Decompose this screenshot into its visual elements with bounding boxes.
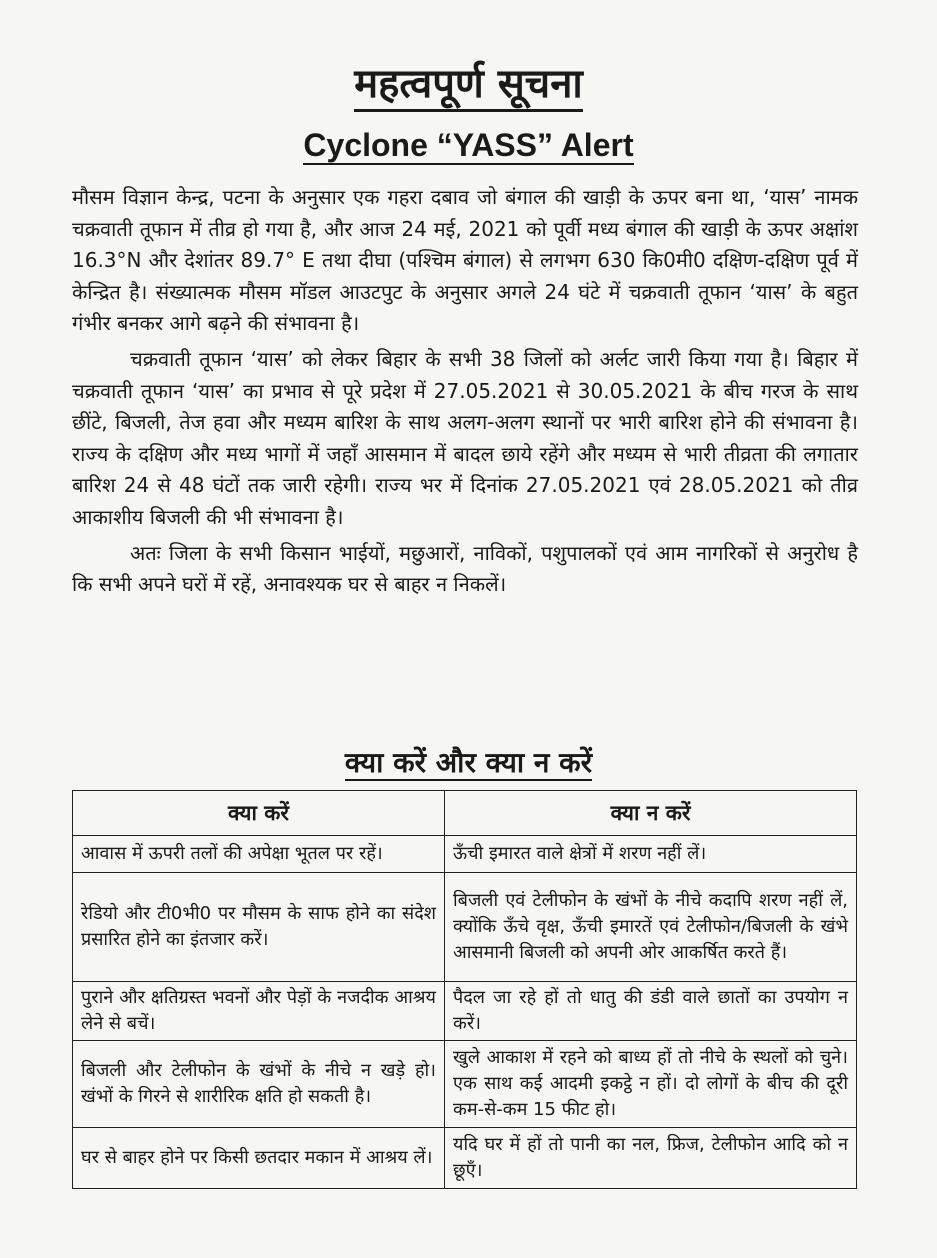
do-cell: पुराने और क्षतिग्रस्त भवनों और पेड़ों के नजदीक आश्रय लेने से बचें। — [73, 982, 445, 1041]
dont-cell: यदि घर में हों तो पानी का नल, फ्रिज, टेलीफोन आदि को न छूएँ। — [445, 1128, 857, 1189]
notice-body — [72, 182, 858, 601]
table-row — [73, 1041, 857, 1128]
table-row — [73, 836, 857, 873]
header-dos: क्या करें — [73, 791, 445, 836]
do-cell: रेडियो और टी0भी0 पर मौसम के साफ होने का संदेश प्रसारित होने का इंतजार करें। — [73, 873, 445, 982]
table-row — [73, 873, 857, 982]
dos-donts-table — [72, 790, 857, 1189]
cyclone-alert-subtitle: Cyclone “YASS” Alert — [303, 127, 634, 163]
dos-donts-heading: क्या करें और क्या न करें — [344, 746, 593, 779]
table-row — [73, 982, 857, 1041]
dont-cell: ऊँची इमारत वाले क्षेत्रों में शरण नहीं लें। — [445, 836, 857, 873]
dont-cell: बिजली एवं टेलीफोन के खंभों के नीचे कदापि शरण नहीं लें, क्योंकि ऊँचे वृक्ष, ऊँची इमारतें एवं टेलीफोन/बिजली के खंभे आसमानी बिजली को अपनी ओर आकर्षित करते हैं। — [445, 873, 857, 982]
paragraph-bihar-alert: चक्रवाती तूफान ‘यास’ को लेकर बिहार के सभी 38 जिलों को अर्लट जारी किया गया है। बिहार में चक्रवाती तूफान ‘यास’ का प्रभाव से पूरे प्रदेश में 27.05.2021 से 30.05.2021 के बीच गरज के साथ छींटे, बिजली, तेज हवा और मध्यम बारिश के साथ अलग-अलग स्थानों पर भारी बारिश होने की संभावना है। राज्य के दक्षिण और मध्य भागों में जहाँ आसमान में बादल छाये रहेंगे और मध्यम से भारी तीव्रता की लगातार बारिश 24 से 48 घंटों तक जारी रहेगी। राज्य भर में दिनांक 27.05.2021 एवं 28.05.2021 को तीव्र आकाशीय बिजली की भी संभावना है। — [72, 346, 858, 529]
paragraph-forecast: मौसम विज्ञान केन्द्र, पटना के अनुसार एक गहरा दबाव जो बंगाल की खाड़ी के ऊपर बना था, ‘यास’ नामक चक्रवाती तूफान में तीव्र हो गया है, और आज 24 मई, 2021 को पूर्वी मध्य बंगाल की खाड़ी के ऊपर अक्षांश 16.3°N और देशांतर 89.7° E तथा दीघा (पश्चिम बंगाल) से लगभग 630 कि0मी0 दक्षिण-दक्षिण पूर्व में केन्द्रित है। संख्यात्मक मौसम मॉडल आउटपुट के अनुसार अगले 24 घंटे में चक्रवाती तूफान ‘यास’ के बहुत गंभीर बनकर आगे बढ़ने की संभावना है। — [72, 185, 858, 336]
header-donts: क्या न करें — [445, 791, 857, 836]
do-cell: आवास में ऊपरी तलों की अपेक्षा भूतल पर रहें। — [73, 836, 445, 873]
table-header-row — [73, 791, 857, 836]
dont-cell: पैदल जा रहे हों तो धातु की डंडी वाले छातों का उपयोग न करें। — [445, 982, 857, 1041]
table-row — [73, 1128, 857, 1189]
notice-title: महत्वपूर्ण सूचना — [0, 58, 937, 110]
do-cell: बिजली और टेलीफोन के खंभों के नीचे न खड़े हो। खंभों के गिरने से शारीरिक क्षति हो सकती है। — [73, 1041, 445, 1128]
dont-cell: खुले आकाश में रहने को बाध्य हों तो नीचे के स्थलों को चुने। एक साथ कई आदमी इकट्ठे न हों। दो लोगों के बीच की दूरी कम-से-कम 15 फीट हो। — [445, 1041, 857, 1128]
do-cell: घर से बाहर होने पर किसी छतदार मकान में आश्रय लें। — [73, 1128, 445, 1189]
paragraph-request: अतः जिला के सभी किसान भाईयों, मछुआरों, नाविकों, पशुपालकों एवं आम नागरिकों से अनुरोध है कि सभी अपने घरों में रहें, अनावश्यक घर से बाहर न निकलें। — [72, 540, 858, 597]
